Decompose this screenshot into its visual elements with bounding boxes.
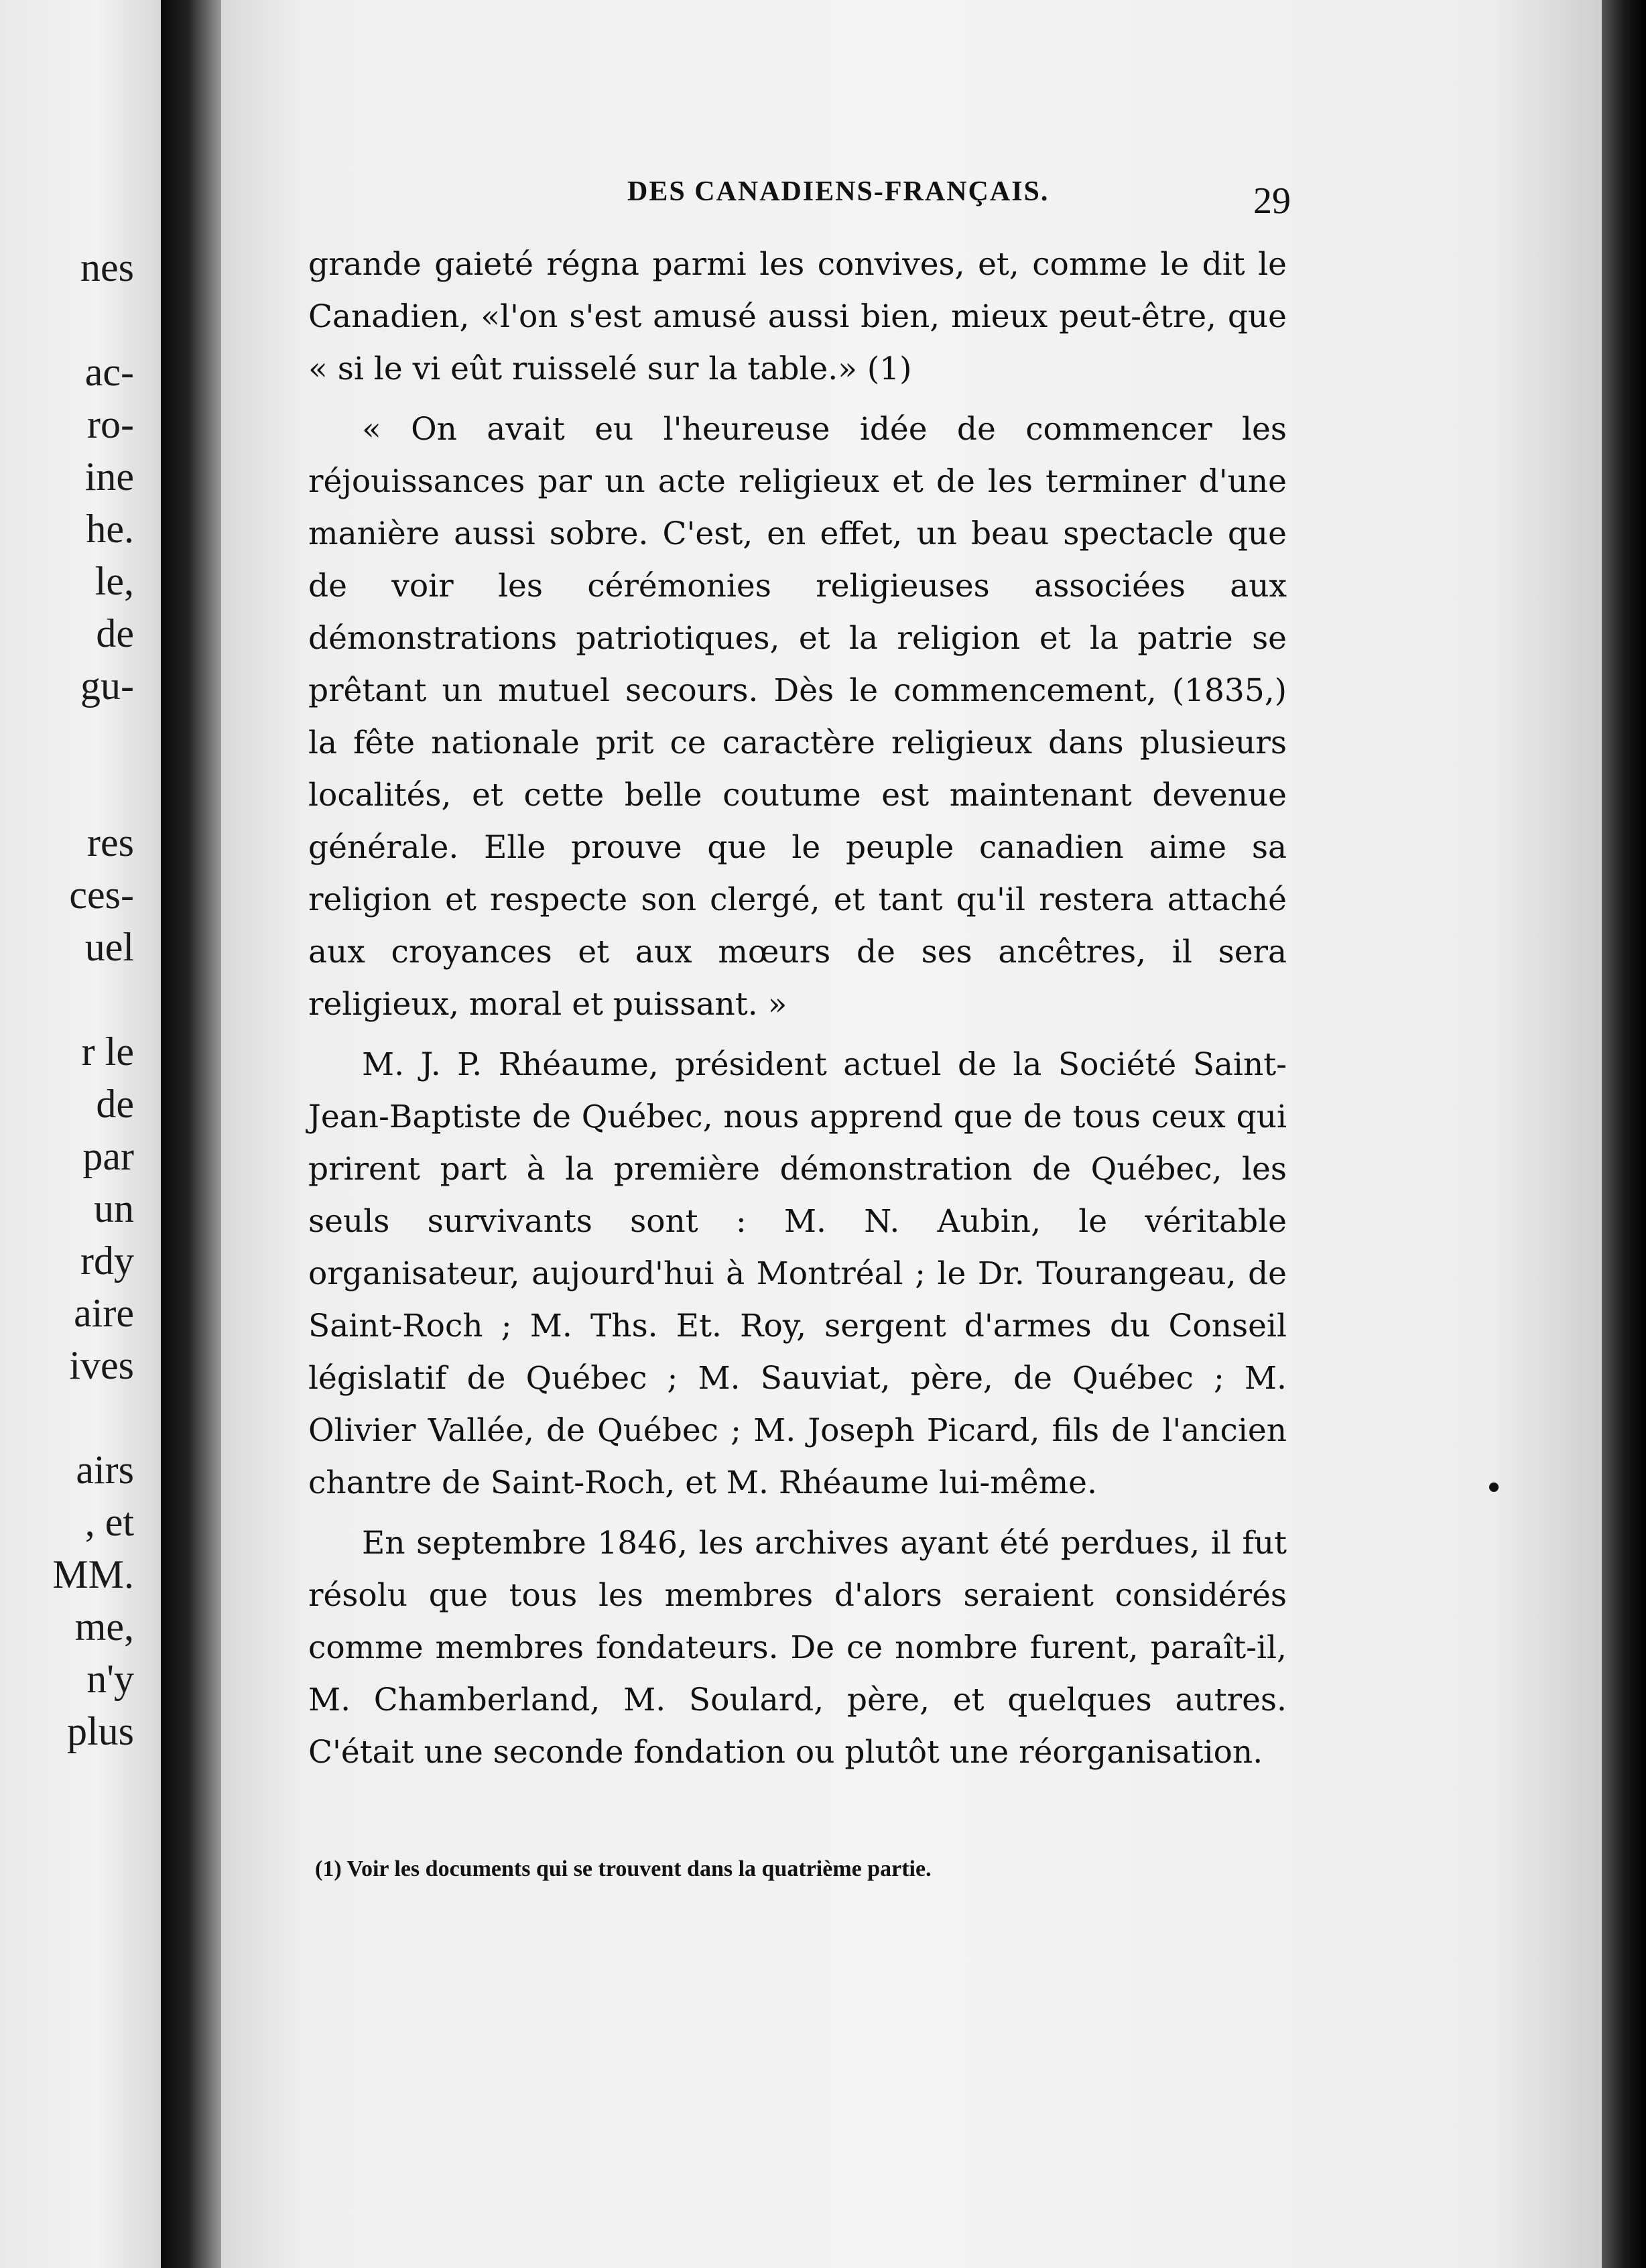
left-fragment: un	[94, 1186, 134, 1231]
paragraph: M. J. P. Rhéaume, président actuel de la Société Saint-Jean-Baptiste de Québec, nous apprend que de tous ceux qui prirent part à la première démonstration de Québec, les seuls survivants sont : M. N. Aubin, le véritable organisateur, aujourd'hui à Montréal ; le Dr. Tourangeau, de Saint-Roch ; M. Ths. Et. Roy, sergent d'armes du Conseil législatif de Québec ; M. Sauviat, père, de Québec ; M. Olivier Vallée, de Québec ; M. Joseph Picard, fils de l'ancien chantre de Saint-Roch, et M. Rhéaume lui-même.	[308, 1046, 1287, 1501]
page-number: 29	[1253, 180, 1291, 222]
page-edge-shadow	[1602, 0, 1646, 2268]
left-fragment	[0, 1391, 134, 1444]
left-fragment: , et	[84, 1500, 134, 1544]
left-fragment: airs	[76, 1448, 134, 1492]
left-fragment: par	[82, 1134, 134, 1178]
body-text	[308, 239, 1287, 1779]
left-fragment: r le	[81, 1029, 134, 1074]
book-gutter-shadow	[161, 0, 221, 2268]
left-fragment: le,	[94, 559, 134, 603]
left-fragment: n'y	[86, 1657, 134, 1701]
left-fragment	[0, 764, 134, 816]
left-fragment: MM.	[52, 1552, 134, 1596]
left-fragment: ives	[69, 1343, 134, 1387]
left-fragment: de	[96, 1082, 134, 1126]
dust-speck	[1489, 1483, 1499, 1492]
left-fragment: rdy	[80, 1239, 134, 1283]
paragraph: « On avait eu l'heureuse idée de commencer les réjouissances par un acte religieux et de les terminer d'une manière aussi sobre. C'est, en effet, un beau spectacle que de voir les cérémonies religieuses associées aux démonstrations patriotiques, et la religion et la patrie se prêtant un mutuel secours. Dès le commencement, (1835,) la fête nationale prit ce caractère religieux dans plusieurs localités, et cette belle coutume est maintenant devenue générale. Elle prouve que le peuple canadien aime sa religion et respecte son clergé, et tant qu'il restera attaché aux croyances et aux mœurs de ses ancêtres, il sera religieux, moral et puissant. »	[308, 411, 1287, 1023]
left-page-text-fragments	[0, 241, 134, 1757]
paragraph: grande gaieté régna parmi les convives, et, comme le dit le Canadien, «l'on s'est amusé aussi bien, mieux peut-être, que « si le vi eût ruisselé sur la table.» (1)	[308, 246, 1287, 387]
left-fragment: de	[96, 611, 134, 655]
left-fragment: nes	[80, 245, 134, 290]
left-fragment	[0, 712, 134, 764]
left-fragment: ine	[84, 454, 134, 499]
left-fragment: plus	[66, 1709, 134, 1753]
left-facing-page	[0, 0, 161, 2268]
left-fragment: res	[87, 820, 134, 865]
left-fragment: ces-	[69, 873, 134, 917]
left-fragment: uel	[84, 925, 134, 969]
paragraph: En septembre 1846, les archives ayant été perdues, il fut résolu que tous les membres d'alors seraient considérés comme membres fondateurs. De ce nombre furent, paraît-il, M. Chamberland, M. Soulard, père, et quelques autres. C'était une seconde fondation ou plutôt une réorganisation.	[308, 1525, 1287, 1771]
running-head: DES CANADIENS-FRANÇAIS.	[627, 176, 1050, 207]
left-fragment	[0, 294, 134, 346]
left-fragment: ac-	[84, 350, 134, 394]
left-fragment: aire	[74, 1291, 134, 1335]
left-fragment: gu-	[80, 664, 134, 708]
left-fragment: me,	[74, 1604, 134, 1649]
footnote: (1) Voir les documents qui se trouvent dans la quatrième partie.	[315, 1856, 932, 1881]
left-fragment: he.	[86, 507, 134, 551]
left-fragment: ro-	[87, 402, 134, 446]
left-fragment	[0, 973, 134, 1025]
